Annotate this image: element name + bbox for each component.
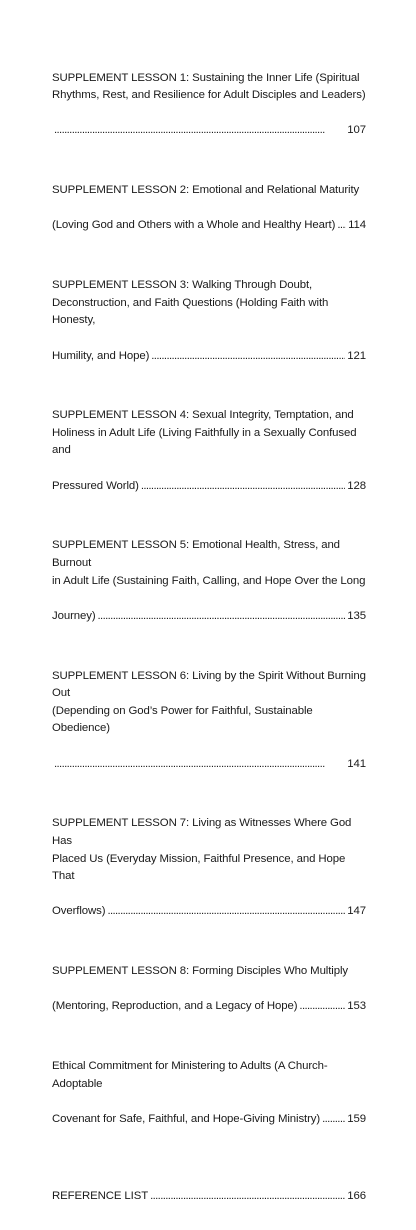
toc-entry-title-tail: (Loving God and Others with a Whole and Healthy Heart) [52,219,336,232]
dot-leader [337,217,346,235]
toc-entry-title: SUPPLEMENT LESSON 4: Sexual Integrity, Temptation, and Holiness in Adult Life (Living Faithfully in a Sexually Confused and [52,409,357,457]
toc-entry-supplement-lesson-4[interactable] [52,390,366,513]
toc-entry-title: Ethical Commitment for Ministering to Adults (A Church-Adoptable [52,1060,328,1090]
dot-leader [299,998,345,1016]
toc-page-number: 159 [347,1112,366,1125]
toc-entry-title-tail: Overflows) [52,905,106,918]
toc-entry-last-line [52,1111,366,1129]
dot-leader [322,1111,345,1129]
dot-leader [141,478,345,496]
toc-entry-title-tail: Covenant for Safe, Faithful, and Hope-Giving Ministry) [52,1112,321,1125]
dot-leader [54,122,345,140]
toc-page-number: 135 [347,609,366,622]
dot-leader [98,608,346,626]
toc-entry-last-line [52,478,366,496]
toc-entry-last-line [52,756,366,774]
toc-entry-last-line [52,998,366,1016]
toc-page-number: 147 [347,905,366,918]
toc-page-number: 121 [347,349,366,362]
toc-entry-supplement-lesson-7[interactable] [52,798,366,939]
toc-entry-title: SUPPLEMENT LESSON 2: Emotional and Relational Maturity [52,184,360,197]
toc-page-number: 128 [347,479,366,492]
toc-entry-supplement-lesson-5[interactable] [52,520,366,643]
toc-entry-last-line [52,903,366,921]
toc-entry-supplement-lesson-6[interactable] [52,650,366,791]
dot-leader [54,756,345,774]
toc-entry-supplement-lesson-3[interactable] [52,260,366,383]
dot-leader [151,348,345,366]
toc-entry-title-tail: Pressured World) [52,479,139,492]
toc-page-number: 114 [348,219,366,232]
dot-leader [150,1188,345,1206]
toc-page-number: 153 [347,1000,366,1013]
toc-entry-reference-list[interactable] [52,1153,366,1223]
toc-entry-title-tail: Humility, and Hope) [52,349,150,362]
toc-entry-title-tail: Journey) [52,609,96,622]
toc-entry-title: SUPPLEMENT LESSON 7: Living as Witnesses Where God Has Placed Us (Everyday Mission, Faithful Presence, and Hope That [52,817,352,883]
toc-entry-ethical-commitment[interactable] [52,1040,366,1146]
table-of-contents [52,52,366,1230]
toc-page-number: 107 [347,124,366,137]
toc-page-number: 141 [347,757,366,770]
toc-entry-last-line [52,1188,366,1206]
toc-entry-supplement-lesson-2[interactable] [52,165,366,253]
toc-entry-last-line [52,122,366,140]
toc-page-number: 166 [347,1190,366,1203]
toc-entry-title-tail: REFERENCE LIST [52,1190,149,1203]
toc-entry-title: SUPPLEMENT LESSON 3: Walking Through Doubt, Deconstruction, and Faith Questions (Holding Faith with Honesty, [52,279,329,327]
toc-entry-title: SUPPLEMENT LESSON 8: Forming Disciples Who Multiply [52,965,348,978]
dot-leader [107,903,345,921]
toc-entry-title: SUPPLEMENT LESSON 1: Sustaining the Inner Life (Spiritual Rhythms, Rest, and Resilience for Adult Disciples and Leaders) [52,71,366,102]
toc-entry-last-line [52,217,366,235]
toc-entry-title: SUPPLEMENT LESSON 5: Emotional Health, Stress, and Burnout in Adult Life (Sustaining Faith, Calling, and Hope Over the Long [52,539,366,587]
toc-entry-last-line [52,608,366,626]
toc-entry-supplement-lesson-1[interactable] [52,52,366,158]
toc-entry-supplement-lesson-8[interactable] [52,946,366,1034]
toc-entry-title: SUPPLEMENT LESSON 6: Living by the Spirit Without Burning Out (Depending on God’s Power for Faithful, Sustainable Obedience) [52,669,366,735]
toc-entry-last-line [52,348,366,366]
toc-entry-title-tail: (Mentoring, Reproduction, and a Legacy of Hope) [52,1000,298,1013]
